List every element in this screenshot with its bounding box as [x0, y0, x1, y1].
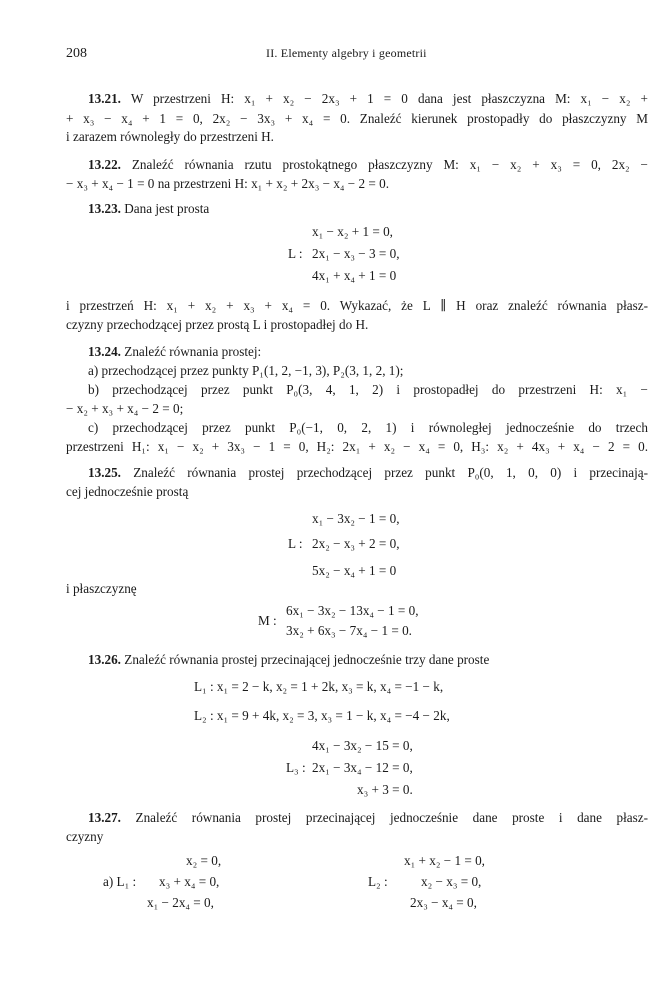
problem-number: 13.23.: [88, 201, 121, 216]
equation-label-l: L :: [288, 536, 303, 551]
equation-l3-3: x₃ + 3 = 0.: [357, 782, 413, 797]
equation-l3-1: 4x₁ − 3x₂ − 15 = 0,: [312, 738, 413, 753]
problem-number: 13.21.: [88, 91, 121, 106]
equation-l-3: 5x₂ − x₄ + 1 = 0: [312, 563, 397, 578]
problem-number: 13.25.: [88, 465, 121, 480]
problem-number: 13.27.: [88, 810, 121, 825]
problem-13-27-line-2: czyzny: [66, 829, 104, 844]
problem-13-23-line-1: 13.23. Dana jest prosta: [88, 201, 210, 216]
equation-m-1: 6x₁ − 3x₂ − 13x₄ − 1 = 0,: [286, 603, 419, 618]
equation-label-l: L :: [288, 246, 303, 261]
equation-b-1: x₁ + x₂ − 1 = 0,: [404, 853, 485, 868]
equation-label-a-l1: a) L₁ :: [103, 874, 137, 889]
problem-13-25-line-2: cej jednocześnie prostą: [66, 484, 189, 499]
problem-number: 13.26.: [88, 652, 121, 667]
problem-13-22-line-2: − x₃ + x₄ − 1 = 0 na przestrzeni H: x₁ + x₂ + 2x₃ − x₄ − 2 = 0.: [66, 176, 390, 191]
page-number: 208: [66, 46, 87, 61]
equation-m-2: 3x₂ + 6x₃ − 7x₄ − 1 = 0.: [286, 623, 412, 638]
equation-label-m: M :: [258, 613, 277, 628]
equation-l-1: x₁ − x₂ + 1 = 0,: [312, 224, 393, 239]
problem-13-25-line-3: i płaszczyznę: [66, 581, 137, 596]
equation-a-1: x₂ = 0,: [186, 853, 222, 868]
equation-l-2: 2x₁ − x₃ − 3 = 0,: [312, 246, 400, 261]
equation-label-l2: L₂ :: [368, 874, 388, 889]
problem-number: 13.24.: [88, 344, 121, 359]
equation-a-2: x₃ + x₄ = 0,: [159, 874, 220, 889]
equation-l-2: 2x₂ − x₃ + 2 = 0,: [312, 536, 400, 551]
equation-l-1: x₁ − 3x₂ − 1 = 0,: [312, 511, 400, 526]
equation-label-l3: L₃ :: [286, 760, 306, 775]
equation-l1: L₁ : x₁ = 2 − k, x₂ = 1 + 2k, x₃ = k, x₄ = −1 − k,: [194, 679, 444, 694]
problem-13-27-line-1: 13.27. Znaleźć równania prostej przecinającej jednocześnie dane proste i dane płasz-: [88, 810, 649, 825]
problem-13-24-part-b-2: − x₂ + x₃ + x₄ − 2 = 0;: [66, 401, 184, 416]
problem-13-26-line-1: 13.26. Znaleźć równania prostej przecinającej jednocześnie trzy dane proste: [88, 652, 490, 667]
equation-b-3: 2x₃ − x₄ = 0,: [410, 895, 477, 910]
problem-13-21-line-1: 13.21. W przestrzeni H: x₁ + x₂ − 2x₃ + 1 = 0 dana jest płaszczyzna M: x₁ − x₂ +: [88, 91, 648, 106]
problem-13-24-line-1: 13.24. Znaleźć równania prostej:: [88, 344, 262, 359]
problem-13-23-line-3: czyzny przechodzącej przez prostą L i prostopadłej do H.: [66, 317, 369, 332]
running-title: II. Elementy algebry i geometrii: [266, 46, 427, 60]
problem-13-23-line-2: i przestrzeń H: x₁ + x₂ + x₃ + x₄ = 0. Wykazać, że L ∥ H oraz znaleźć równania płasz-: [66, 298, 648, 313]
problem-13-24-part-c-1: c) przechodzącej przez punkt P₀(−1, 0, 2, 1) i równoległej jednocześnie do trzech: [88, 420, 648, 435]
problem-13-24-part-c-2: przestrzeni H₁: x₁ − x₂ + 3x₃ − 1 = 0, H₂: 2x₁ + x₂ − x₄ = 0, H₃: x₂ + 4x₃ + x₄ − 2 = 0.: [66, 439, 648, 454]
equation-a-3: x₁ − 2x₄ = 0,: [147, 895, 214, 910]
equation-b-2: x₂ − x₃ = 0,: [421, 874, 482, 889]
problem-13-21-line-2: + x₃ − x₄ + 1 = 0, 2x₂ − 3x₃ + x₄ = 0. Znaleźć kierunek prostopadły do płaszczyzny M: [66, 111, 648, 126]
problem-13-21-line-3: i zarazem równoległy do przestrzeni H.: [66, 129, 274, 144]
problem-13-24-part-b-1: b) przechodzącej przez punkt P₀(3, 4, 1, 2) i prostopadłej do przestrzeni H: x₁ −: [88, 382, 648, 397]
problem-13-22-line-1: 13.22. Znaleźć równania rzutu prostokątnego płaszczyzny M: x₁ − x₂ + x₃ = 0, 2x₂ −: [88, 157, 648, 172]
problem-number: 13.22.: [88, 157, 121, 172]
equation-l3-2: 2x₁ − 3x₄ − 12 = 0,: [312, 760, 413, 775]
page-header: [66, 46, 652, 66]
problem-13-24-part-a: a) przechodzącej przez punkty P₁(1, 2, −1, 3), P₂(3, 1, 2, 1);: [88, 363, 404, 378]
problem-13-25-line-1: 13.25. Znaleźć równania prostej przechodzącej przez punkt P₀(0, 1, 0, 0) i przecinają-: [88, 465, 648, 480]
equation-l2: L₂ : x₁ = 9 + 4k, x₂ = 3, x₃ = 1 − k, x₄ = −4 − 2k,: [194, 708, 450, 723]
equation-l-3: 4x₁ + x₄ + 1 = 0: [312, 268, 397, 283]
